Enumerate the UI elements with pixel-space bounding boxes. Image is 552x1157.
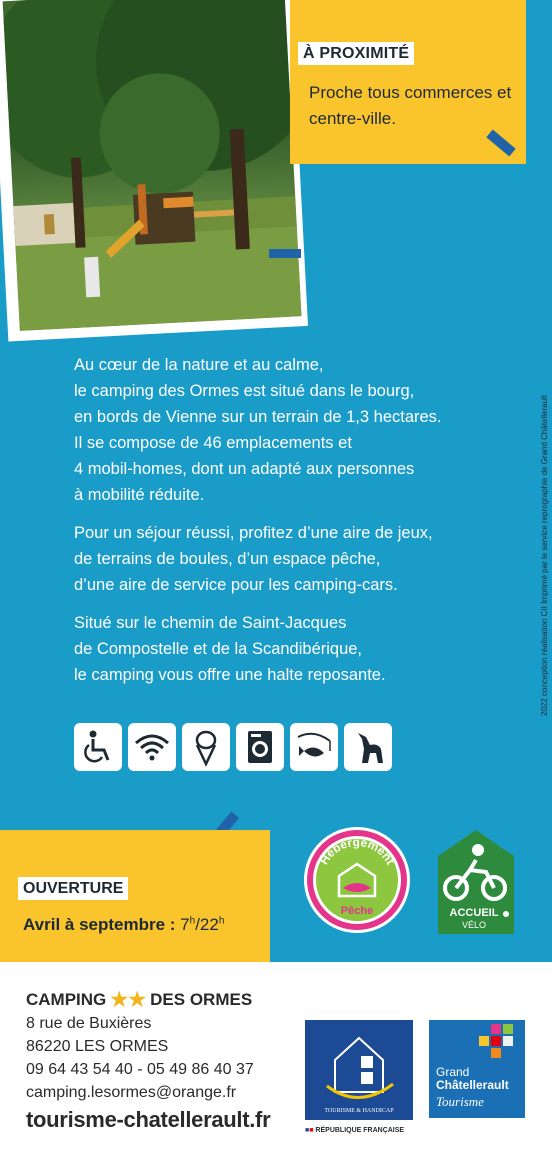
wheelchair-icon <box>74 723 122 771</box>
logo-square <box>491 1048 501 1058</box>
hour-suffix: h <box>189 915 196 927</box>
tourisme-handicap-logo <box>305 1020 413 1120</box>
email-link[interactable]: camping.lesormes@orange.fr <box>26 1084 237 1101</box>
street-address: 8 rue de Buxières <box>26 1015 152 1032</box>
gc-line1: Grand <box>436 1065 470 1079</box>
description-paragraph: Pour un séjour réussi, profitez d’une aire de jeux, de terrains de boules, d’un espace pêche, d’une aire de service pour les camping-cars. <box>74 524 433 594</box>
velo-top-label: ACCUEIL <box>449 907 499 919</box>
gc-line2: Châtellerault <box>436 1078 509 1092</box>
description-paragraph: Situé sur le chemin de Saint-Jacques de Compostelle et de la Scandibérique, le camping vous offre une halte reposante. <box>74 614 386 684</box>
peche-top-label: Hébergement <box>316 834 398 868</box>
tourisme-handicap-label: TOURISME & HANDICAP <box>324 1108 394 1114</box>
peche-bottom-label: Pêche <box>340 905 374 917</box>
description-paragraph: Au cœur de la nature et au calme, le camping des Ormes est situé dans le bourg, en bords de Vienne sur un terrain de 1,3 hectares. Il se compose de 46 emplacements et 4 mobil-homes, dont un adapté aux personnes à mobilité réduite. <box>74 356 442 504</box>
ouverture-title: OUVERTURE <box>18 877 128 900</box>
tourisme-handicap-emblem <box>305 1020 413 1120</box>
ouverture-hours <box>23 915 224 935</box>
close-hour: 22 <box>199 915 219 934</box>
republique-text: RÉPUBLIQUE FRANÇAISE <box>315 1127 405 1134</box>
gc-line3: Tourisme <box>436 1094 484 1109</box>
playground-illustration <box>3 0 302 331</box>
accent-bar <box>269 249 301 258</box>
ice-cream-icon <box>182 723 230 771</box>
hour-suffix: h <box>218 915 225 927</box>
phone-numbers[interactable]: 09 64 43 54 40 - 05 49 86 40 37 <box>26 1061 254 1078</box>
open-hour: 7 <box>180 915 190 934</box>
accueil-velo-badge <box>438 830 514 938</box>
proximite-text: Proche tous commerces et centre-ville. <box>309 83 512 128</box>
logo-square <box>503 1024 513 1034</box>
camping-name-suffix: DES ORMES <box>150 989 253 1009</box>
dog-icon <box>344 723 392 771</box>
ouverture-period: Avril à septembre : <box>23 915 181 934</box>
website-link[interactable]: tourisme-chatellerault.fr <box>26 1107 271 1132</box>
city-address: 86220 LES ORMES <box>26 1038 169 1055</box>
logo-square <box>491 1036 501 1046</box>
republique-francaise-label: ■■ RÉPUBLIQUE FRANÇAISE <box>305 1127 405 1134</box>
washing-machine-icon <box>236 723 284 771</box>
photo-frame <box>0 0 308 342</box>
logo-square <box>491 1024 501 1034</box>
print-credit: 2022 conception réalisation CII Imprimé par le service reprographie de Grand Châtellerault <box>540 394 549 716</box>
velo-bottom-label: VÉLO <box>461 920 487 930</box>
campsite-photo <box>3 0 302 331</box>
description <box>74 352 514 700</box>
logo-square <box>503 1036 513 1046</box>
star-rating: ★★ <box>110 989 147 1011</box>
proximite-title: À PROXIMITÉ <box>298 42 414 65</box>
wifi-icon <box>128 723 176 771</box>
logo-square <box>479 1036 489 1046</box>
camping-name-prefix: CAMPING <box>26 989 107 1009</box>
contact-details <box>26 1012 254 1104</box>
amenity-icons <box>74 723 392 771</box>
hour-separator: / <box>195 915 200 934</box>
grand-chatellerault-logo <box>429 1020 525 1118</box>
camping-name <box>26 987 252 1012</box>
fishing-icon <box>290 723 338 771</box>
hebergement-peche-badge <box>303 826 411 934</box>
